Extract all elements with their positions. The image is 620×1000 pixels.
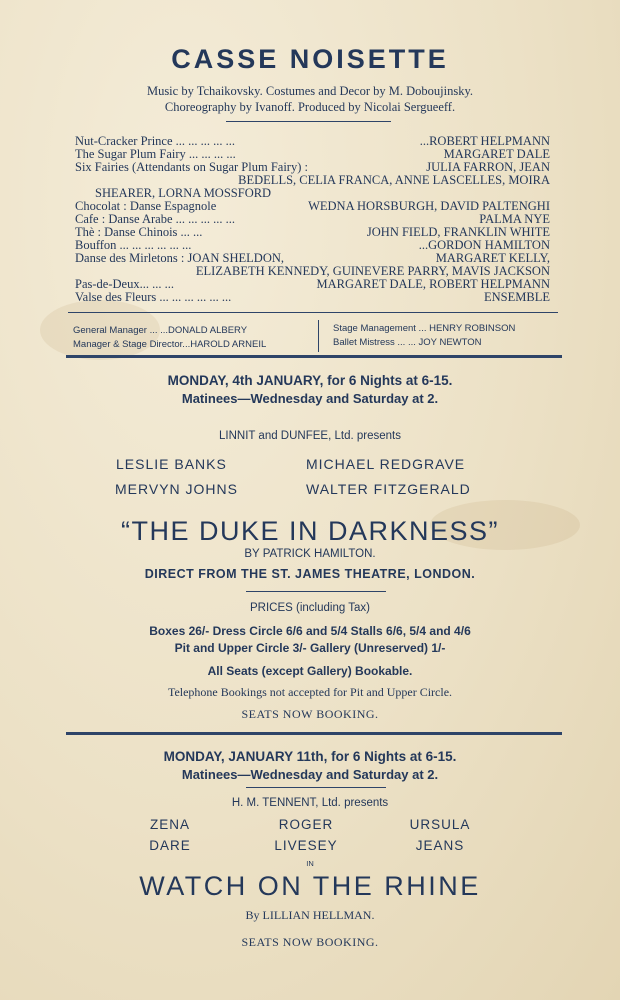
cast-dancers: ...GORDON HAMILTON [418, 238, 550, 252]
actor-name: MICHAEL REDGRAVE [306, 456, 466, 472]
cast-dancers: MARGARET DALE, ROBERT HELPMANN [316, 277, 550, 291]
actor-name: MERVYN JOHNS [115, 481, 238, 497]
divider [68, 312, 558, 313]
actor-name: LESLIE BANKS [116, 456, 227, 472]
actor-first-name: ROGER [278, 817, 334, 832]
prices-line1: Boxes 26/- Dress Circle 6/6 and 5/4 Stalls 6/6, 5/4 and 4/6 [149, 624, 471, 638]
actor-last-name: JEANS [415, 838, 465, 853]
cast-role: Danse des Mirletons : JOAN SHELDON, [75, 251, 285, 265]
actor-first-name: URSULA [409, 817, 471, 832]
rhine-presenter: H. M. TENNENT, Ltd. presents [231, 797, 389, 809]
cast-role: Thè : Danse Chinois ... ... [75, 225, 203, 239]
cast-role: Valse des Fleurs ... ... ... ... ... ... [75, 290, 232, 304]
actor-name: WALTER FITZGERALD [306, 481, 471, 497]
cast-dancers: ELIZABETH KENNEDY, GUINEVERE PARRY, MAVIS JACKSON [195, 264, 550, 278]
cast-dancers: SHEARER, LORNA MOSSFORD [95, 186, 272, 200]
actor-first-name: ZENA [149, 817, 190, 832]
cast-row [75, 291, 550, 304]
rhine-date: MONDAY, JANUARY 11th, for 6 Nights at 6-15. [163, 749, 457, 764]
general-manager: General Manager ... ...DONALD ALBERY [73, 325, 248, 336]
in-label: IN [306, 859, 314, 868]
stage-management: Stage Management ... HENRY ROBINSON [333, 323, 516, 334]
duke-author: BY PATRICK HAMILTON. [244, 548, 376, 560]
rhine-matinees: Matinees—Wednesday and Saturday at 2. [181, 767, 439, 782]
cast-role: The Sugar Plum Fairy ... ... ... ... [75, 147, 236, 161]
rhine-booking: SEATS NOW BOOKING. [241, 935, 379, 949]
cast-role: Bouffon ... ... ... ... ... ... [75, 238, 192, 252]
duke-date: MONDAY, 4th JANUARY, for 6 Nights at 6-15. [167, 373, 453, 388]
cast-dancers: PALMA NYE [479, 212, 550, 226]
phone-note: Telephone Bookings not accepted for Pit and Upper Circle. [167, 685, 453, 699]
casse-title: CASSE NOISETTE [171, 44, 449, 74]
stage-director: Manager & Stage Director...HAROLD ARNEIL [73, 339, 267, 350]
casse-credits-line2: Choreography by Ivanoff. Produced by Nicolai Sergueeff. [164, 100, 456, 114]
cast-role: Chocolat : Danse Espagnole [75, 199, 217, 213]
duke-title: “THE DUKE IN DARKNESS” [120, 516, 500, 546]
duke-booking: SEATS NOW BOOKING. [241, 707, 379, 721]
cast-dancers: MARGARET KELLY, [435, 251, 550, 265]
cast-dancers: MARGARET DALE [443, 147, 550, 161]
duke-matinees: Matinees—Wednesday and Saturday at 2. [181, 391, 439, 406]
divider [226, 121, 391, 122]
duke-origin: DIRECT FROM THE ST. JAMES THEATRE, LONDON. [144, 567, 476, 581]
cast-dancers: JOHN FIELD, FRANKLIN WHITE [366, 225, 550, 239]
cast-dancers: ...ROBERT HELPMANN [419, 134, 550, 148]
duke-presenter: LINNIT and DUNFEE, Ltd. presents [219, 430, 401, 442]
divider [246, 787, 386, 788]
rhine-title: WATCH ON THE RHINE [139, 871, 481, 901]
actor-last-name: LIVESEY [274, 838, 338, 853]
cast-role: Six Fairies (Attendants on Sugar Plum Fairy) : [75, 160, 308, 174]
heavy-divider [66, 355, 562, 358]
divider [246, 591, 386, 592]
casse-credits-line1: Music by Tchaikovsky. Costumes and Decor by M. Doboujinsky. [146, 84, 474, 98]
prices-line2: Pit and Upper Circle 3/- Gallery (Unreserved) 1/- [174, 641, 446, 655]
cast-dancers: JULIA FARRON, JEAN [426, 160, 550, 174]
ballet-mistress: Ballet Mistress ... ... JOY NEWTON [333, 337, 482, 348]
cast-role: Nut-Cracker Prince ... ... ... ... ... [75, 134, 236, 148]
prices-heading: PRICES (including Tax) [250, 602, 370, 614]
cast-role: Cafe : Danse Arabe ... ... ... ... ... [75, 212, 236, 226]
actor-last-name: DARE [149, 838, 191, 853]
cast-role: Pas-de-Deux... ... ... [75, 277, 174, 291]
cast-dancers: BEDELLS, CELIA FRANCA, ANNE LASCELLES, MOIRA [238, 173, 550, 187]
cast-dancers: WEDNA HORSBURGH, DAVID PALTENGHI [308, 199, 550, 213]
bookable-note: All Seats (except Gallery) Bookable. [207, 664, 413, 678]
column-divider [318, 320, 319, 352]
heavy-divider [66, 732, 562, 735]
rhine-author: By LILLIAN HELLMAN. [245, 908, 375, 922]
cast-dancers: ENSEMBLE [484, 290, 550, 304]
